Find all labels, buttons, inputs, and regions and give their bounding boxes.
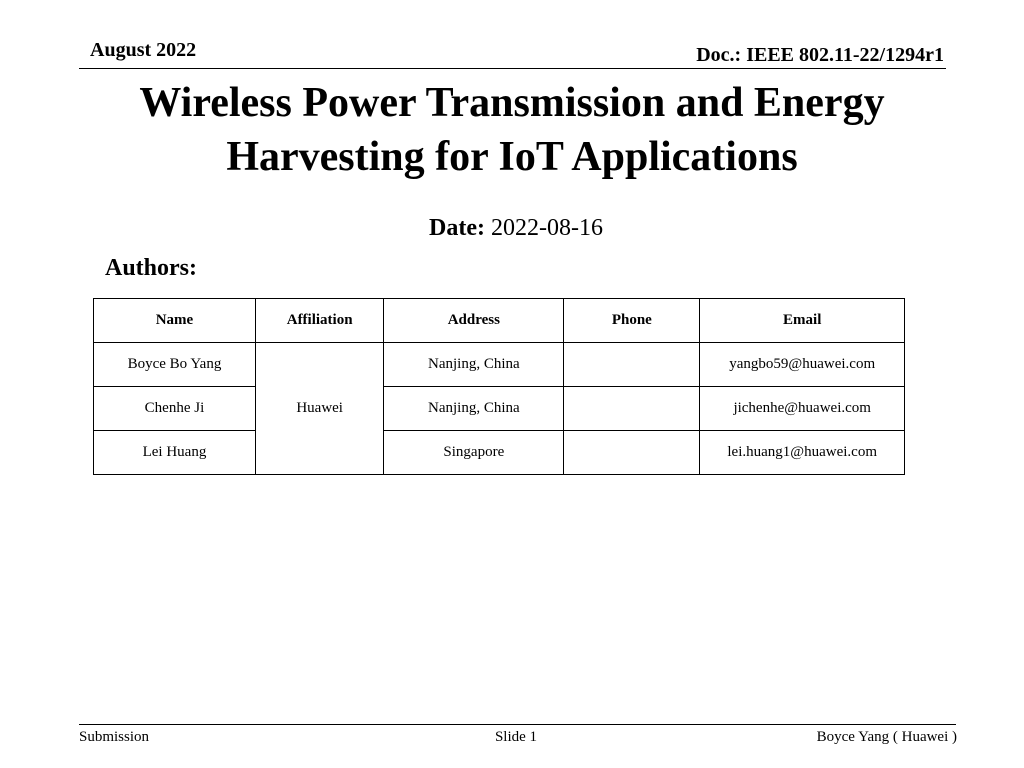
header-name: Name	[94, 299, 256, 343]
date-label: Date:	[429, 215, 485, 241]
footer-divider	[79, 724, 956, 725]
cell-affiliation: Huawei	[255, 343, 383, 475]
authors-table	[93, 298, 905, 475]
header-phone: Phone	[564, 299, 700, 343]
cell-name: Boyce Bo Yang	[94, 343, 256, 387]
cell-phone	[564, 431, 700, 475]
date-line	[0, 213, 1024, 243]
cell-email: yangbo59@huawei.com	[700, 343, 905, 387]
header-affiliation: Affiliation	[255, 299, 383, 343]
cell-email: jichenhe@huawei.com	[700, 387, 905, 431]
footer-slide-number: Slide 1	[494, 729, 538, 745]
table-row	[94, 387, 905, 431]
header-email: Email	[700, 299, 905, 343]
header-doc-id: Doc.: IEEE 802.11-22/1294r1	[696, 44, 944, 66]
cell-name: Chenhe Ji	[94, 387, 256, 431]
cell-phone	[564, 343, 700, 387]
cell-address: Nanjing, China	[384, 343, 564, 387]
slide-title	[60, 76, 964, 184]
table-header-row	[94, 299, 905, 343]
cell-address: Singapore	[384, 431, 564, 475]
cell-address: Nanjing, China	[384, 387, 564, 431]
slide-title-line-2: Harvesting for IoT Applications	[226, 134, 798, 180]
footer-submission: Submission	[79, 729, 150, 745]
authors-heading: Authors:	[105, 255, 198, 281]
header-divider	[79, 68, 946, 69]
cell-name: Lei Huang	[94, 431, 256, 475]
slide-title-line-1: Wireless Power Transmission and Energy	[139, 80, 885, 126]
footer-author: Boyce Yang ( Huawei )	[816, 729, 957, 745]
header-date: August 2022	[90, 39, 197, 61]
date-value: 2022-08-16	[490, 215, 603, 241]
cell-phone	[564, 387, 700, 431]
cell-email: lei.huang1@huawei.com	[700, 431, 905, 475]
table-row	[94, 431, 905, 475]
header-address: Address	[384, 299, 564, 343]
table-row	[94, 343, 905, 387]
